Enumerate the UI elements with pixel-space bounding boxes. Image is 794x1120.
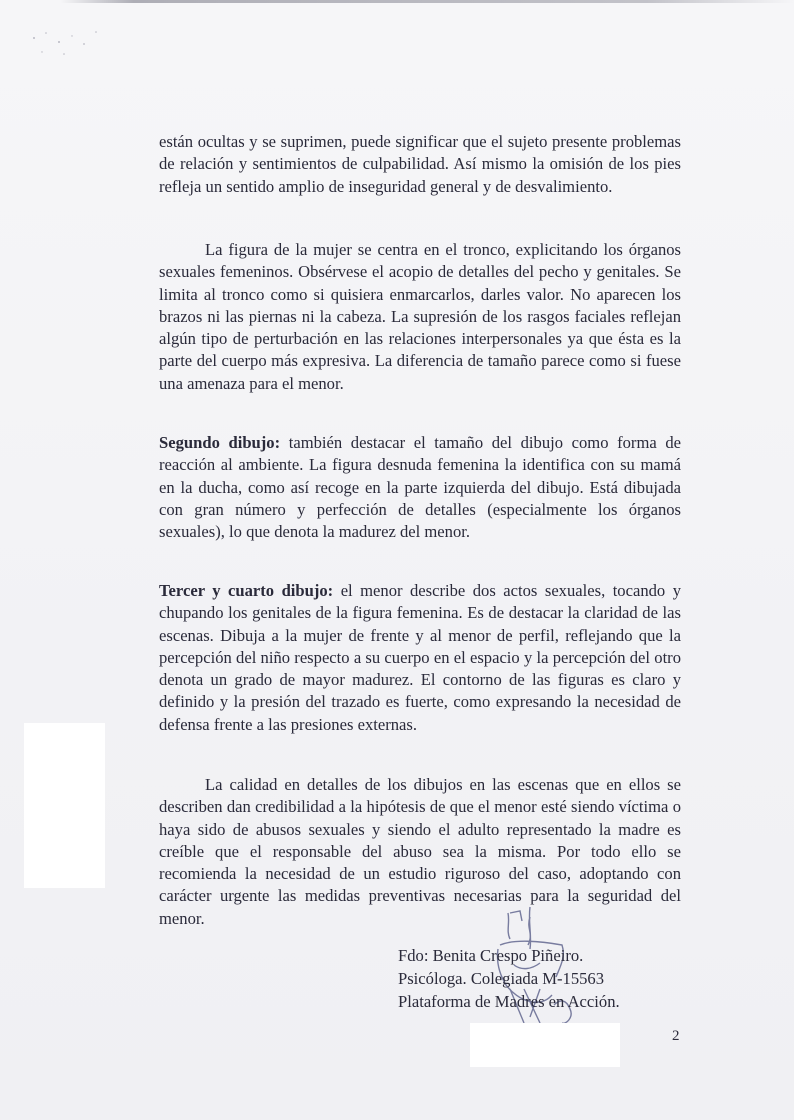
redaction-box-bottom [470,1023,620,1067]
page-number: 2 [672,1028,680,1044]
paragraph-intro: están ocultas y se suprimen, puede significar que el sujeto presente problemas de relación y sentimientos de culpabilidad. Así mismo la omisión de los pies refleja un sentido amplio de inseguridad general y de desvalimiento. [159,132,681,196]
paragraph-tercer-dibujo [159,580,681,736]
redaction-box-left [24,723,105,888]
heading-tercer-dibujo: Tercer y cuarto dibujo: [159,581,334,600]
heading-segundo-dibujo: Segundo dibujo: [159,433,281,452]
paragraph-figura-mujer: La figura de la mujer se centra en el tronco, explicitando los órganos sexuales femeninos. Obsérvese el acopio de detalles del pecho y genitales. Se limita al tronco como si quisiera enmarcarlos, darles valor. No aparecen los brazos ni las piernas ni la cabeza. La supresión de los rasgos faciales reflejan algún tipo de perturbación en las relaciones interpersonales ya que ésta es la parte del cuerpo más expresiva. La diferencia de tamaño parece como si fuese una amenaza para el menor. [159,240,681,393]
signature-block [398,944,698,1013]
signature-name: Fdo: Benita Crespo Piñeiro. [398,946,584,965]
signature-title: Psicóloga. Colegiada M-15563 [398,969,605,988]
paragraph-conclusion: La calidad en detalles de los dibujos en las escenas que en ellos se describen dan credibilidad a la hipótesis de que el menor esté siendo víctima o haya sido de abusos sexuales y siendo el adulto representado la madre es creíble que el responsable del abuso sea la misma. Por todo ello se recomienda la necesidad de un estudio riguroso del caso, adoptando con carácter urgente las medidas preventivas necesarias para la seguridad del menor. [159,775,681,928]
signature-organization: Plataforma de Madres en Acción. [398,992,620,1011]
scan-specks [24,24,114,64]
paragraph-segundo-dibujo [159,432,681,543]
text-segundo-dibujo: también destacar el tamaño del dibujo como forma de reacción al ambiente. La figura desnuda femenina la identifica con su mamá en la ducha, como así recoge en la parte izquierda del dibujo. Está dibujada con gran número y perfección de detalles (especialmente los órganos sexuales), lo que denota la madurez del menor. [159,433,681,542]
text-tercer-dibujo: el menor describe dos actos sexuales, tocando y chupando los genitales de la figura femenina. Es de destacar la claridad de las escenas. Dibuja a la mujer de frente y al menor de perfil, reflejando que la percepción del niño respecto a su cuerpo en el espacio y la percepción del otro denota un grado de mayor madurez. El contorno de las figuras es claro y definido y la presión del trazado es fuerte, como expresando la necesidad de defensa frente a las presiones externas. [159,581,681,734]
scan-top-edge [60,0,794,3]
